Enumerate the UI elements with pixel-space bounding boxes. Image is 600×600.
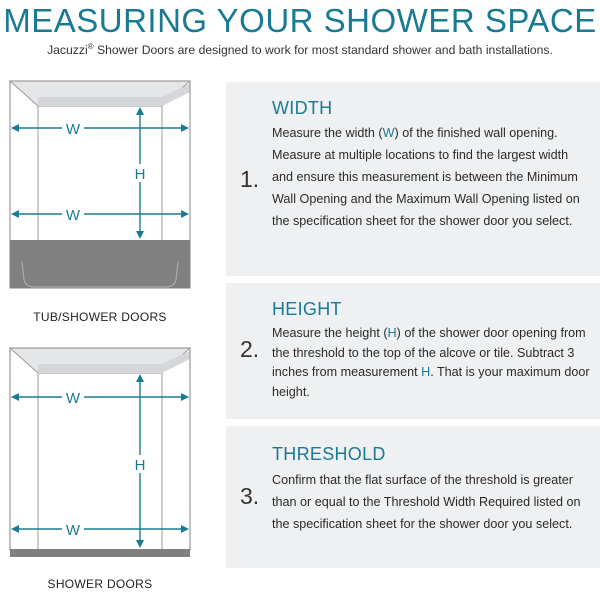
arrowhead (181, 124, 189, 132)
step-description: Measure the height (H) of the shower door opening from the threshold to the top of the alcove or tile. Subtract 3 inches from measurement H. That is your maximum door height. (272, 326, 590, 399)
step-title: HEIGHT (272, 299, 342, 319)
step-number: 2. (240, 336, 260, 362)
tub-width-label-bottom: W (65, 207, 81, 224)
arrowhead (181, 210, 189, 218)
step-title: WIDTH (272, 98, 333, 118)
bathtub (10, 240, 190, 288)
step-description: Confirm that the flat surface of the threshold is greater than or equal to the Threshold Width Required listed on the specification sheet for the shower door you select. (272, 473, 581, 531)
tub-height-label: H (134, 166, 146, 183)
shower-height-label: H (134, 457, 146, 474)
subtitle-text: Shower Doors are designed to work for most standard shower and bath installations. (93, 43, 553, 58)
step-number: 1. (240, 166, 260, 192)
tub-shower-caption: TUB/SHOWER DOORS (33, 310, 167, 324)
arrowhead (181, 393, 189, 401)
arrowhead (136, 540, 144, 548)
arrowhead (11, 124, 19, 132)
shower-caption: SHOWER DOORS (47, 577, 153, 591)
shower-diagram (0, 345, 212, 560)
height-step-panel (226, 283, 600, 419)
page-subtitle (0, 42, 600, 57)
shower-threshold (10, 549, 190, 557)
tub-shower-diagram (0, 78, 212, 298)
arrowhead (136, 231, 144, 239)
shower-width-label-bottom: W (65, 522, 81, 539)
shower-opening-frame (10, 348, 190, 550)
width-step-panel (226, 82, 600, 276)
threshold-step-panel (226, 426, 600, 568)
page-title: MEASURING YOUR SHOWER SPACE (3, 2, 597, 39)
arrowhead (11, 525, 19, 533)
arrowhead (11, 393, 19, 401)
tub-width-label-top: W (65, 121, 81, 138)
arrowhead (181, 525, 189, 533)
brand-name: Jacuzzi (47, 43, 88, 58)
step-description: Measure the width (W) of the finished wall opening. Measure at multiple locations to find the largest width and ensure this measurement is between the Minimum Wall Opening and the Maximum Wall Opening listed on the specification sheet for the shower door you select. (272, 126, 580, 228)
arrowhead (136, 374, 144, 382)
registered-mark: ® (87, 42, 94, 51)
step-number: 3. (240, 483, 260, 509)
arrowhead (11, 210, 19, 218)
arrowhead (136, 107, 144, 115)
shower-width-label-top: W (65, 390, 81, 407)
step-title: THRESHOLD (272, 444, 386, 464)
